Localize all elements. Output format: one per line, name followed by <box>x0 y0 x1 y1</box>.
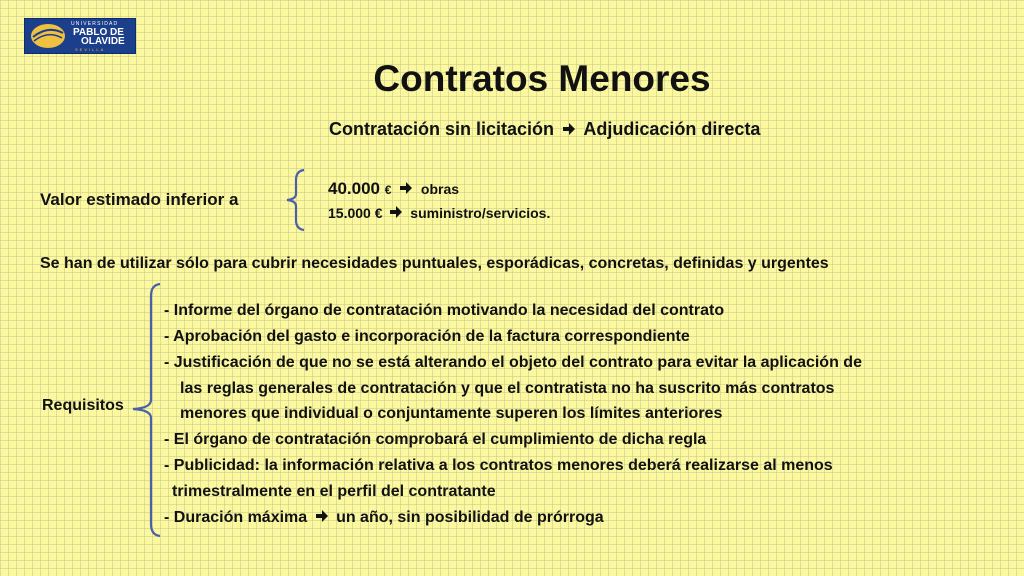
requisito-line: - Aprobación del gasto e incorporación de la factura correspondiente <box>164 328 690 345</box>
requisito-line: - Publicidad: la información relativa a los contratos menores deberá realizarse al menos <box>164 457 833 474</box>
logo-city-text: SEVILLA <box>75 47 106 52</box>
requisito-duracion <box>164 509 604 527</box>
usage-text: Se han de utilizar sólo para cubrir necesidades puntuales, esporádicas, concretas, definidas y urgentes <box>40 255 829 272</box>
subtitle <box>329 119 760 140</box>
arrow-right-icon <box>389 205 403 219</box>
valor-label: Valor estimado inferior a <box>40 190 239 209</box>
subtitle-right: Adjudicación directa <box>583 119 761 139</box>
logo-name-line2: OLAVIDE <box>81 36 125 47</box>
logo-name-line1: PABLO DE <box>73 27 124 38</box>
requisito-line: las reglas generales de contratación y que el contratista no ha suscrito más contratos <box>180 380 835 397</box>
valor-item-suministro <box>328 205 550 221</box>
arrow-right-icon <box>562 122 576 136</box>
valor-currency: € <box>374 205 383 221</box>
university-logo <box>24 18 136 54</box>
valor-bracket <box>284 168 308 232</box>
valor-desc: obras <box>420 181 460 197</box>
requisito-line: - Informe del órgano de contratación motivando la necesidad del contrato <box>164 302 725 319</box>
requisitos-label: Requisitos <box>42 397 124 414</box>
requisito-line: trimestralmente en el perfil del contratante <box>172 483 496 500</box>
requisito-line: - El órgano de contratación comprobará el cumplimiento de dicha regla <box>164 431 707 448</box>
subtitle-left: Contratación sin licitación <box>329 119 555 139</box>
valor-item-obras <box>328 179 459 199</box>
arrow-right-icon <box>399 181 413 195</box>
duracion-right: un año, sin posibilidad de prórroga <box>336 509 604 526</box>
requisito-line: - Justificación de que no se está alterando el objeto del contrato para evitar la aplicación de <box>164 354 862 371</box>
valor-amount: 15.000 <box>328 205 371 221</box>
requisitos-bracket <box>130 282 164 538</box>
page-title: Contratos Menores <box>373 58 711 99</box>
arrow-right-icon <box>315 509 329 523</box>
valor-currency: € <box>384 183 392 197</box>
valor-amount: 40.000 <box>328 179 380 198</box>
logo-emblem-icon <box>30 23 66 49</box>
logo-university-text: UNIVERSIDAD <box>71 21 119 27</box>
requisito-line: menores que individual o conjuntamente superen los límites anteriores <box>180 405 723 422</box>
duracion-left: - Duración máxima <box>164 509 308 526</box>
valor-desc: suministro/servicios. <box>410 205 551 221</box>
